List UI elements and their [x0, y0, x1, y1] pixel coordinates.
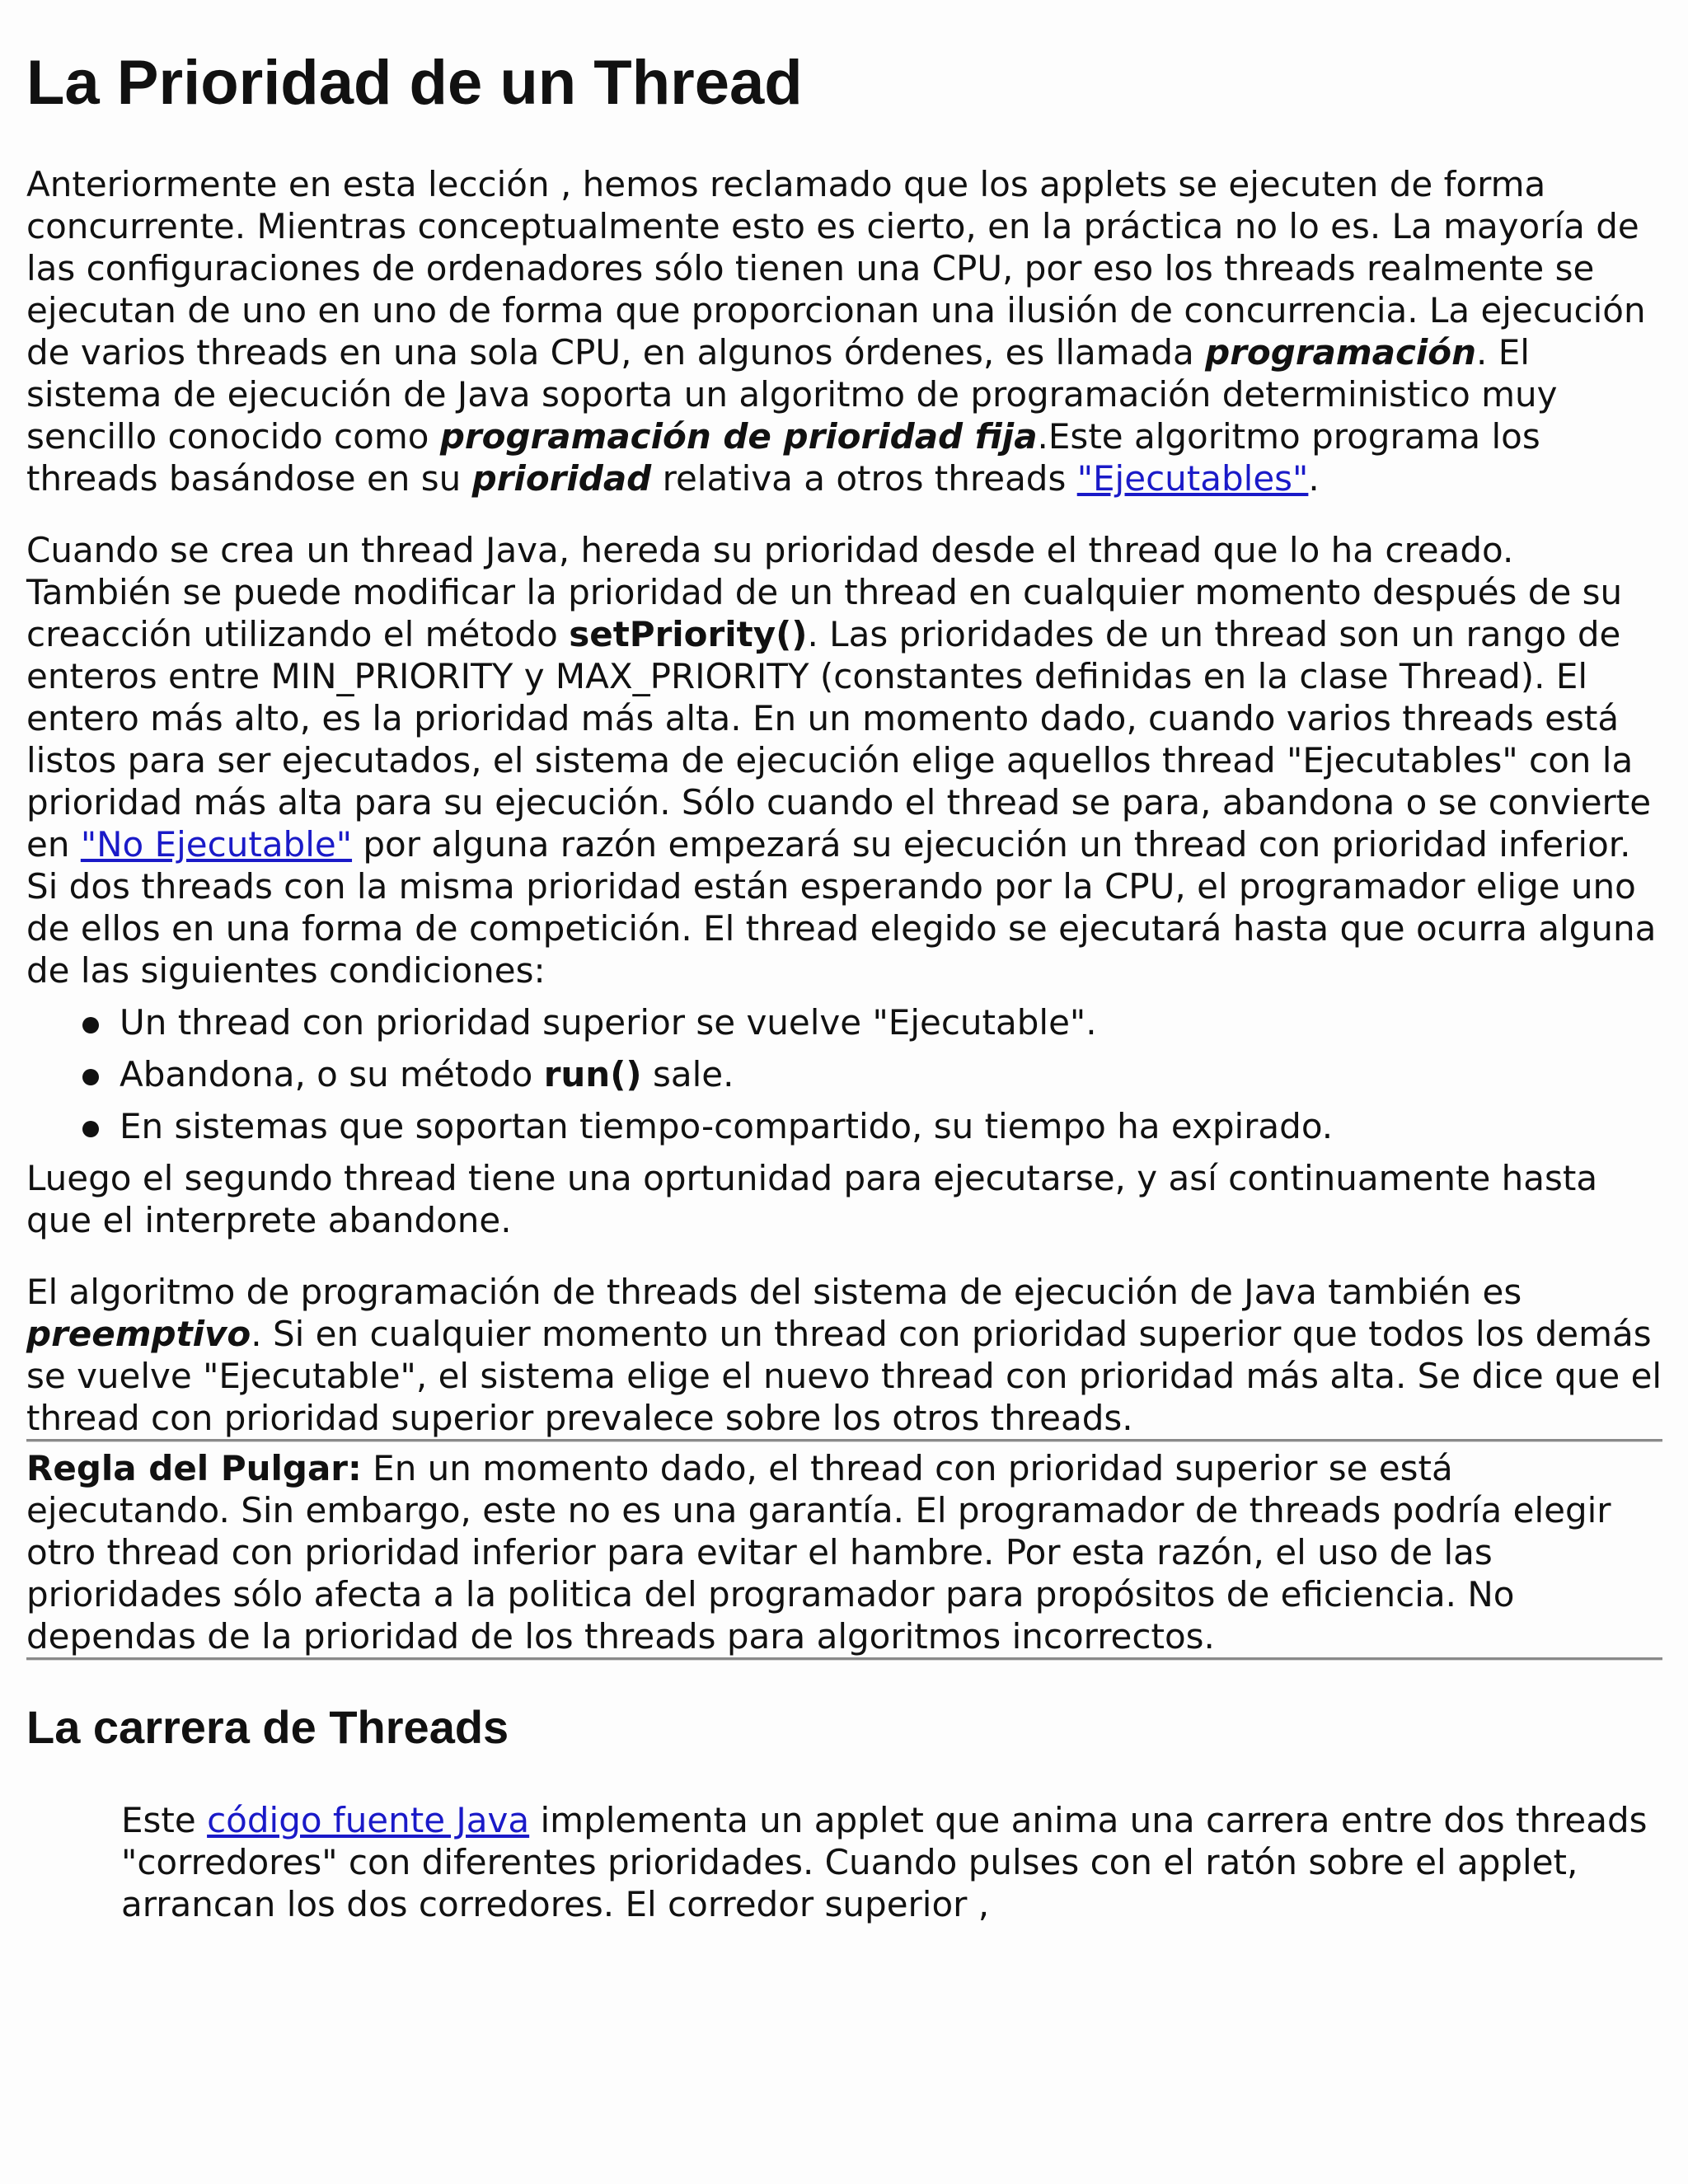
text-run: Este	[121, 1800, 208, 1840]
term-prioridad: prioridad	[471, 458, 652, 499]
list-item	[82, 1001, 1662, 1043]
text-run: Anteriormente en esta lección , hemos reclamado que los applets se ejecuten de forma concurrente. Mientras conceptualmente esto es cierto, en la práctica no lo es. La mayoría de las configuraciones de ordenadores sólo tienen una CPU, por eso los threads realmente se ejecutan de uno en uno de forma que proporcionan una ilusión de concurrencia. La ejecución de varios threads en una sola CPU, en algunos órdenes, es llamada	[26, 164, 1646, 373]
text-run: . El sistema de ejecución de Java soporta un algoritmo de programación deterministico muy sencillo conocido como	[26, 332, 1558, 457]
text-run: .	[1308, 458, 1320, 499]
priority-paragraph	[26, 529, 1662, 991]
rule-of-thumb-box	[26, 1439, 1662, 1661]
link-codigo-fuente[interactable]: código fuente Java	[207, 1800, 530, 1840]
rule-label: Regla del Pulgar:	[26, 1448, 362, 1488]
divider	[26, 1439, 1662, 1442]
rule-of-thumb-text	[26, 1447, 1662, 1657]
divider	[26, 1657, 1662, 1661]
conditions-list	[26, 1001, 1662, 1147]
list-item	[82, 1053, 1662, 1095]
continuation-paragraph: Luego el segundo thread tiene una oprtunidad para ejecutarse, y así continuamente hasta que el interprete abandone.	[26, 1158, 1598, 1240]
section-body	[121, 1799, 1662, 1925]
term-programacion: programación	[1205, 332, 1477, 373]
bullet-icon	[82, 1069, 99, 1085]
document-page	[26, 0, 1662, 1925]
list-item-text: Abandona, o su método	[120, 1054, 544, 1094]
list-item-text: sale.	[641, 1054, 734, 1094]
term-programacion-prioridad-fija: programación de prioridad fija	[439, 416, 1038, 457]
text-run: En un momento dado, el thread con prioridad superior se está ejecutando. Sin embargo, este no es una garantía. El programador de threads podría elegir otro thread con prioridad inferior para evitar el hambre. Por esta razón, el uso de las prioridades sólo afecta a la politica del programador para propósitos de eficiencia. No dependas de la prioridad de los threads para algoritmos incorrectos.	[26, 1448, 1611, 1657]
text-run: El algoritmo de programación de threads del sistema de ejecución de Java también es	[26, 1272, 1522, 1312]
term-preemptivo: preemptivo	[26, 1314, 251, 1354]
list-item	[82, 1105, 1662, 1147]
code-run: run()	[543, 1054, 642, 1094]
bullet-icon	[82, 1017, 99, 1033]
list-item-text: Un thread con prioridad superior se vuelve "Ejecutable".	[120, 1002, 1097, 1043]
text-run: por alguna razón empezará su ejecución un thread con prioridad inferior. Si dos threads con la misma prioridad están esperando por la CPU, el programador elige uno de ellos en una forma de competición. El thread elegido se ejecutará hasta que ocurra alguna de las siguientes condiciones:	[26, 824, 1657, 991]
intro-paragraph	[26, 163, 1662, 499]
code-setpriority: setPriority()	[569, 614, 808, 654]
text-run: . Las prioridades de un thread son un rango de enteros entre MIN_PRIORITY y MAX_PRIORITY (constantes definidas en la clase Thread). El entero más alto, es la prioridad más alta. En un momento dado, cuando varios threads está listos para ser ejecutados, el sistema de ejecución elige aquellos thread "Ejecutables" con la prioridad más alta para su ejecución. Sólo cuando el thread se para, abandona o se convierte en	[26, 614, 1652, 865]
race-paragraph	[121, 1799, 1662, 1925]
text-run: Cuando se crea un thread Java, hereda su prioridad desde el thread que lo ha creado. También se puede modificar la prioridad de un thread en cualquier momento después de su creacción utilizando el método	[26, 530, 1623, 654]
text-run: . Si en cualquier momento un thread con prioridad superior que todos los demás se vuelve "Ejecutable", el sistema elige el nuevo thread con prioridad más alta. Se dice que el thread con prioridad superior prevalece sobre los otros threads.	[26, 1314, 1662, 1438]
link-no-ejecutable[interactable]: "No Ejecutable"	[80, 824, 353, 865]
bullet-icon	[82, 1121, 99, 1137]
text-run: implementa un applet que anima una carrera entre dos threads "corredores" con diferentes prioridades. Cuando pulses con el ratón sobre el applet, arrancan los dos corredores. El corredor superior ,	[121, 1800, 1648, 1924]
text-run: .Este algoritmo programa los threads basándose en su	[26, 416, 1540, 499]
list-item-text: En sistemas que soportan tiempo-compartido, su tiempo ha expirado.	[120, 1106, 1334, 1146]
section-title: La carrera de Threads	[26, 1701, 509, 1753]
text-run: relativa a otros threads	[651, 458, 1077, 499]
page-title: La Prioridad de un Thread	[26, 48, 803, 118]
link-ejecutables[interactable]: "Ejecutables"	[1076, 458, 1309, 499]
preemptive-paragraph	[26, 1271, 1662, 1439]
